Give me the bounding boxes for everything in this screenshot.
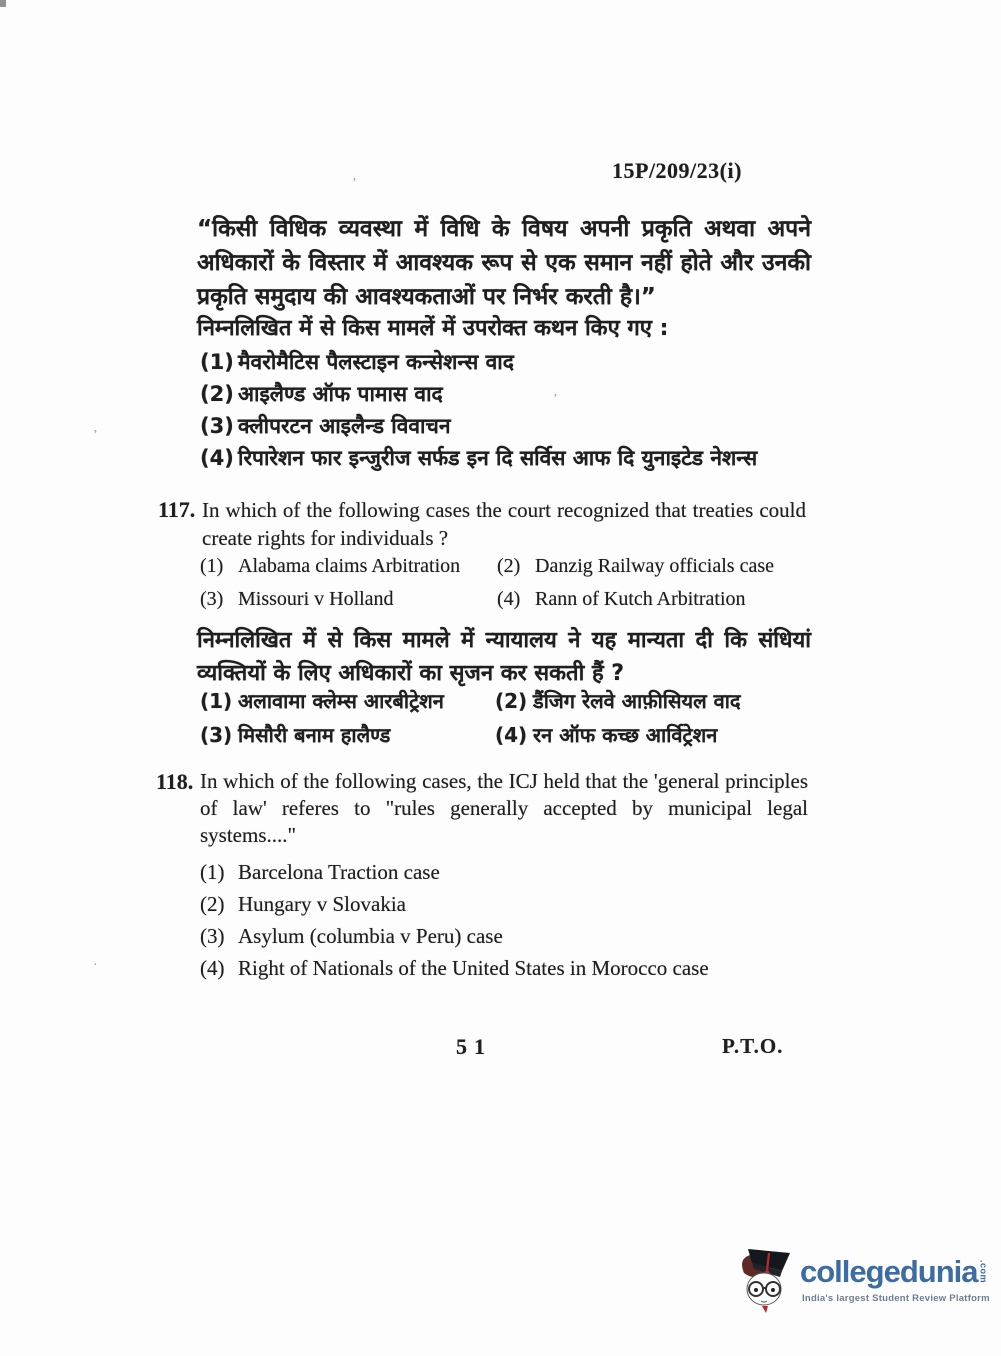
question-text: In which of the following cases, the ICJ held that the 'general principles of law' referes to "rules generally accepted by municipal legal systems...." [200, 769, 808, 847]
option-row [200, 585, 497, 614]
collegedunia-mascot-icon [736, 1243, 798, 1317]
option-number: (1) [200, 555, 224, 577]
option-text: Alabama claims Arbitration [238, 555, 461, 577]
page-number: 51 [456, 1034, 492, 1059]
option-number: (4) [497, 588, 521, 610]
option-row [200, 952, 840, 984]
option-text: Rann of Kutch Arbitration [535, 588, 746, 610]
scan-artifact: · [93, 958, 98, 973]
collegedunia-tagline: India's largest Student Review Platform [802, 1293, 990, 1304]
option-number: (4) [495, 723, 528, 747]
collegedunia-tld-text: .com [978, 1260, 989, 1284]
collegedunia-logo [736, 1243, 992, 1321]
option-text: Barcelona Traction case [238, 860, 440, 884]
option-row [200, 346, 820, 378]
scan-artifact: ’ [352, 176, 357, 191]
option-number: (3) [200, 414, 234, 438]
option-row [497, 585, 812, 614]
option-text: Right of Nationals of the United States in Morocco case [238, 956, 709, 980]
question-118 [156, 768, 808, 849]
option-row [200, 686, 495, 716]
option-text: रिपारेशन फार इन्जुरीज सर्फड इन दि सर्विस आफ दि युनाइटेड नेशन्स [238, 446, 758, 470]
option-text: रन ऑफ कच्छ आर्विट्रेशन [533, 723, 718, 747]
question-text: In which of the following cases the court recognized that treaties could create rights for individuals ? [202, 498, 806, 550]
question-number: 118. [156, 769, 194, 794]
option-text: आइलैण्ड ऑफ पामास वाद [238, 382, 443, 406]
scan-artifact: ’ [553, 392, 558, 407]
question-116-options [200, 346, 820, 474]
question-116-quote: “किसी विधिक व्यवस्था में विधि के विषय अपनी प्रकृति अथवा अपने अधिकारों के विस्तार में आवश्यक रूप से एक समान नहीं होते और उनकी प्रकृति समुदाय की आवश्यकताओं पर निर्भर करती है।” [197, 216, 811, 310]
option-number: (2) [200, 892, 225, 916]
option-text: Danzig Railway officials case [535, 555, 774, 577]
option-row [200, 856, 840, 888]
option-number: (2) [497, 555, 521, 577]
scan-artifact [0, 0, 6, 7]
option-row [200, 888, 840, 920]
collegedunia-brand-text: collegedunia [800, 1254, 978, 1289]
option-text: डैंजिग रेलवे आफ़ीसियल वाद [533, 689, 741, 713]
option-number: (1) [200, 860, 225, 884]
question-118-options [200, 856, 840, 984]
option-row [495, 720, 816, 750]
question-117-options-en [200, 552, 812, 614]
option-number: (1) [200, 350, 234, 374]
option-text: Missouri v Holland [238, 588, 394, 610]
option-number: (2) [495, 689, 528, 713]
option-text: क्लीपरटन आइलैन्ड विवाचन [238, 414, 451, 438]
option-text: Asylum (columbia v Peru) case [238, 924, 503, 948]
paper-code: 15P/209/23(i) [612, 158, 742, 183]
option-number: (3) [200, 588, 224, 610]
option-number: (4) [200, 956, 225, 980]
question-117-options-hindi [200, 686, 816, 750]
option-row [200, 920, 840, 952]
option-row [495, 686, 816, 716]
option-row [200, 410, 820, 442]
option-number: (2) [200, 382, 234, 406]
question-116-prompt: निम्नलिखित में से किस मामलें में उपरोक्त कथन किए गए : [197, 316, 669, 341]
option-number: (3) [200, 723, 233, 747]
scan-artifact: ’ [93, 428, 98, 443]
question-117 [158, 496, 806, 552]
option-number: (4) [200, 446, 234, 470]
option-text: मैवरोमैटिस पैलस्टाइन कन्सेशन्स वाद [238, 350, 514, 374]
option-row [497, 552, 812, 581]
question-number: 117. [158, 497, 196, 522]
option-text: Hungary v Slovakia [238, 892, 406, 916]
option-row [200, 442, 820, 474]
option-row [200, 378, 820, 410]
option-text: अलावामा क्लेम्स आरबीट्रेशन [238, 689, 444, 713]
question-117-text-hindi: निम्नलिखित में से किस मामले में न्यायालय ने यह मान्यता दी कि संधियां व्यक्तियों के लिए अधिकारों का सृजन कर सकती हैं ? [197, 628, 811, 686]
option-row [200, 720, 495, 750]
option-text: मिसौरी बनाम हालैण्ड [238, 723, 391, 747]
option-number: (3) [200, 924, 225, 948]
option-row [200, 552, 497, 581]
page-turn-over-label: P.T.O. [722, 1034, 784, 1058]
option-number: (1) [200, 689, 233, 713]
